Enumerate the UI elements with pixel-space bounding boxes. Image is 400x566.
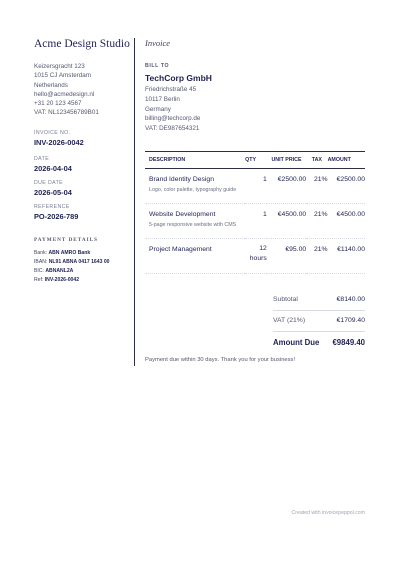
iban-label: IBAN:	[34, 258, 48, 265]
subtotal-row	[273, 290, 365, 310]
item-amount: €1140.00	[328, 238, 365, 273]
item-tax: 21%	[306, 168, 327, 203]
invoice-number-label: INVOICE NO.	[34, 129, 71, 136]
bill-to-vat: VAT: DE987654321	[145, 125, 200, 133]
reference-label: REFERENCE	[34, 203, 70, 210]
table-row	[145, 238, 365, 273]
subtotal-value: €8140.00	[336, 295, 365, 303]
table-row	[145, 168, 365, 203]
company-vat: VAT: NL123456789B01	[34, 109, 99, 117]
item-tax: 21%	[306, 203, 327, 238]
company-address-line: Netherlands	[34, 81, 68, 89]
sender-column	[34, 38, 130, 285]
company-address-line: Keizersgracht 123	[34, 63, 85, 70]
invoice-number-block	[34, 130, 126, 147]
due-date-block	[34, 180, 126, 197]
item-detail: Logo, color palette, typography guide	[149, 186, 237, 193]
document-title: Invoice	[145, 38, 171, 48]
item-description	[145, 238, 245, 273]
item-description	[145, 168, 245, 203]
payment-bic	[34, 267, 126, 276]
item-amount: €2500.00	[328, 168, 365, 203]
item-qty: 12 hours	[245, 238, 267, 273]
reference: PO-2026-789	[34, 211, 79, 221]
footer-credit: Created with invoicepeppol.com	[291, 510, 365, 516]
company-name: Acme Design Studio	[34, 38, 130, 50]
invoice-body	[145, 38, 365, 354]
invoice-number: INV-2026-0042	[34, 137, 84, 147]
item-name: Website Development	[149, 210, 216, 218]
invoice-date: 2026-04-04	[34, 163, 72, 173]
ref-value: INV-2026-0042	[44, 276, 80, 283]
amount-due-row	[273, 331, 365, 354]
payment-details-title: PAYMENT DETAILS	[34, 236, 98, 243]
item-amount: €4500.00	[328, 203, 365, 238]
subtotal-label: Subtotal	[273, 295, 298, 303]
vat-label: VAT (21%)	[273, 316, 306, 324]
bill-to-line: Germany	[145, 105, 171, 113]
vat-row	[273, 310, 365, 331]
header-description: DESCRIPTION	[145, 151, 245, 168]
due-date-label: DUE DATE	[34, 179, 64, 186]
header-unit-price: UNIT PRICE	[267, 151, 306, 168]
item-name: Project Management	[149, 245, 212, 253]
item-qty: 1	[245, 203, 267, 238]
item-tax: 21%	[306, 238, 327, 273]
item-unit-price: €2500.00	[267, 168, 306, 203]
bank-value: ABN AMRO Bank	[48, 249, 91, 256]
reference-block	[34, 204, 126, 221]
bic-label: BIC:	[34, 267, 44, 274]
payment-note: Payment due within 30 days. Thank you for your business!	[145, 357, 296, 363]
header-amount: AMOUNT	[328, 151, 365, 168]
iban-value: NL91 ABNA 0417 1643 00	[48, 258, 110, 265]
bank-label: Bank:	[34, 249, 48, 256]
item-name: Brand Identity Design	[149, 175, 214, 183]
table-row	[145, 203, 365, 238]
bic-value: ABNANL2A	[45, 267, 74, 274]
invoice-date-label: DATE	[34, 155, 50, 162]
bill-to-line: Friedrichstraße 45	[145, 86, 197, 93]
due-date: 2026-05-04	[34, 187, 72, 197]
payment-bank	[34, 249, 126, 258]
item-unit-price: €95.00	[267, 238, 306, 273]
ref-label: Ref:	[34, 276, 44, 283]
totals-block	[273, 290, 365, 354]
payment-iban	[34, 258, 126, 267]
bill-to-name: TechCorp GmbH	[145, 73, 212, 83]
table-header-row	[145, 151, 365, 168]
company-address-line: 1015 CJ Amsterdam	[34, 72, 92, 80]
vat-value: €1709.40	[336, 316, 365, 324]
column-divider	[134, 38, 135, 366]
bill-to-address	[145, 85, 365, 134]
invoice-date-block	[34, 156, 126, 173]
payment-ref	[34, 276, 126, 285]
company-address	[34, 62, 126, 118]
header-qty: QTY	[245, 151, 267, 168]
header-tax: TAX	[306, 151, 327, 168]
company-phone: +31 20 123 4567	[34, 100, 82, 108]
bill-to-label: BILL TO	[145, 63, 170, 69]
item-detail: 5-page responsive website with CMS	[149, 221, 237, 228]
bill-to-line: 10117 Berlin	[145, 95, 180, 103]
line-items-table	[145, 151, 365, 274]
amount-due-label: Amount Due	[273, 337, 320, 347]
item-description	[145, 203, 245, 238]
amount-due-value: €9849.40	[332, 337, 365, 347]
item-qty: 1	[245, 168, 267, 203]
item-unit-price: €4500.00	[267, 203, 306, 238]
company-email: hello@acmedesign.nl	[34, 90, 95, 98]
bill-to-email: billing@techcorp.de	[145, 115, 201, 123]
